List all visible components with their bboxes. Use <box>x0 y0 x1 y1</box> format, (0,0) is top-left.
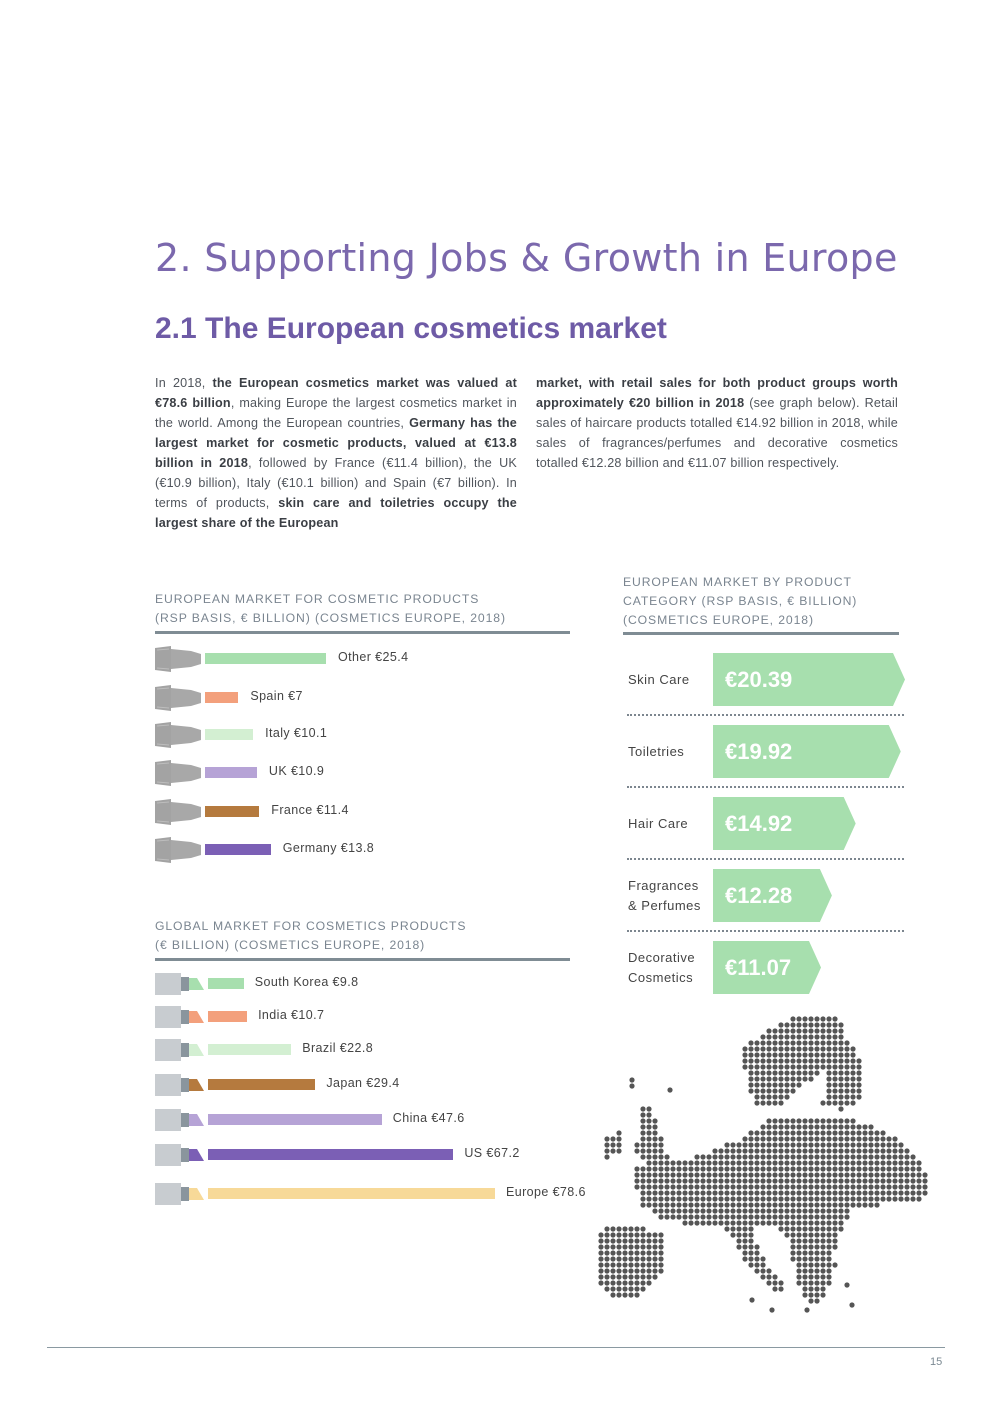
row-divider <box>627 786 904 788</box>
bar <box>208 978 244 989</box>
chart-title-line: CATEGORY (RSP BASIS, € BILLION) <box>623 594 858 608</box>
category-row <box>623 869 913 922</box>
bar-row <box>155 1039 595 1061</box>
lipstick-icon <box>155 760 203 786</box>
bar-row <box>155 646 555 672</box>
mascara-icon <box>155 1074 207 1096</box>
bar-row <box>155 685 555 711</box>
bar-row <box>155 1144 595 1166</box>
chart-title-line: EUROPEAN MARKET BY PRODUCT <box>623 575 852 589</box>
lipstick-icon <box>155 685 203 711</box>
bar <box>205 692 238 703</box>
bar-label: Germany €13.8 <box>282 841 375 855</box>
lipstick-icon <box>155 837 203 863</box>
chart-title-line: EUROPEAN MARKET FOR COSMETIC PRODUCTS <box>155 592 480 606</box>
mascara-icon <box>155 1039 207 1061</box>
bar-label: Brazil €22.8 <box>302 1041 374 1055</box>
category-label <box>628 869 716 922</box>
bar <box>205 767 257 778</box>
bar-label: Japan €29.4 <box>326 1076 400 1090</box>
bar <box>205 729 253 740</box>
lipstick-icon <box>155 646 203 672</box>
bar <box>205 806 259 817</box>
bar-label: France €11.4 <box>271 803 349 817</box>
chart-title <box>623 573 913 630</box>
bar <box>208 1079 315 1090</box>
chart-title-line: (RSP BASIS, € BILLION) (COSMETICS EUROPE, 2018) <box>155 611 506 625</box>
body-text-run: , followed by France (€11.4 billion), the UK (€10.9 billion), Italy (€10.1 billion) and Spain (€7 billion). In terms of products, <box>155 456 518 510</box>
bar <box>205 844 271 855</box>
row-divider <box>627 714 904 716</box>
value-label: €19.92 <box>725 739 793 764</box>
category-label-line: Decorative <box>628 949 696 965</box>
category-label-line: Fragrances <box>628 877 699 893</box>
category-label-line: Hair Care <box>628 815 689 831</box>
row-divider <box>627 930 904 932</box>
bar-row <box>155 722 555 748</box>
value-label: €14.92 <box>725 811 793 836</box>
european-market-chart <box>155 590 570 880</box>
bar-row <box>155 760 555 786</box>
bar-label: US €67.2 <box>464 1146 520 1160</box>
category-row <box>623 725 913 778</box>
chart-rule <box>623 632 899 635</box>
section-heading: 2.1 The European cosmetics market <box>155 312 667 345</box>
bar-label: Italy €10.1 <box>265 726 328 740</box>
bar-label: Other €25.4 <box>338 650 409 664</box>
chart-title <box>155 590 570 628</box>
bar-label: Europe €78.6 <box>506 1185 586 1199</box>
bar-row <box>155 1006 595 1028</box>
bar-label: South Korea €9.8 <box>254 975 359 989</box>
bar <box>208 1044 291 1055</box>
category-label-line: Skin Care <box>628 671 690 687</box>
bar-row <box>155 837 555 863</box>
bar-label: Spain €7 <box>250 689 303 703</box>
bar-label: China €47.6 <box>392 1111 465 1125</box>
category-label-line: & Perfumes <box>628 897 701 913</box>
value-label: €12.28 <box>725 883 793 908</box>
body-text-run: market, with retail sales for both product groups worth approximately €20 billion in 2018 <box>536 376 898 410</box>
body-column-right <box>536 373 898 473</box>
bar-row <box>155 1183 595 1205</box>
chart-rule <box>155 631 570 634</box>
chart-title <box>155 917 595 955</box>
page-number: 15 <box>930 1356 943 1368</box>
chart-title-line: (COSMETICS EUROPE, 2018) <box>623 613 814 627</box>
chart-rule <box>155 958 570 961</box>
page-heading: 2. Supporting Jobs & Growth in Europe <box>155 236 898 280</box>
body-column-left <box>155 373 517 533</box>
bar <box>208 1114 382 1125</box>
bar <box>208 1011 247 1022</box>
mascara-icon <box>155 1109 207 1131</box>
body-text-run: (see graph below). Retail sales of haircare products totalled €14.92 billion in 2018, while sales of fragrances/perfumes and decorative cosmetics totalled €12.28 billion and €11.07 billion respectively. <box>536 396 899 470</box>
category-label <box>628 653 716 706</box>
bar-row <box>155 973 595 995</box>
product-category-chart <box>623 573 913 1003</box>
body-text-run: , making Europe the largest cosmetics market in the world. Among the European countries, <box>155 396 517 430</box>
body-text-run: Germany has the largest market for cosmetic products, valued at €13.8 billion in 2018 <box>155 416 517 470</box>
category-row <box>623 941 913 994</box>
value-label: €20.39 <box>725 667 793 692</box>
chart-title-line: GLOBAL MARKET FOR COSMETICS PRODUCTS <box>155 919 467 933</box>
category-label <box>628 797 716 850</box>
bar-row <box>155 1109 595 1131</box>
chart-title-line: (€ BILLION) (COSMETICS EUROPE, 2018) <box>155 938 426 952</box>
body-text-run: the European cosmetics market was valued at €78.6 billion <box>155 376 517 410</box>
mascara-icon <box>155 1183 207 1205</box>
bar <box>208 1188 495 1199</box>
bar-label: UK €10.9 <box>268 764 325 778</box>
lipstick-icon <box>155 722 203 748</box>
value-label: €11.07 <box>725 955 792 980</box>
category-label <box>628 941 716 994</box>
mascara-icon <box>155 1006 207 1028</box>
row-divider <box>627 858 904 860</box>
bar <box>208 1149 453 1160</box>
category-label <box>628 725 716 778</box>
category-row <box>623 653 913 706</box>
bar-row <box>155 1074 595 1096</box>
global-market-chart <box>155 917 595 1217</box>
europe-dot-map <box>592 1010 937 1315</box>
footer-rule <box>47 1347 945 1348</box>
category-label-line: Toiletries <box>628 743 685 759</box>
category-row <box>623 797 913 850</box>
lipstick-icon <box>155 799 203 825</box>
body-text-run: In 2018, <box>155 376 213 390</box>
bar <box>205 653 326 664</box>
category-label-line: Cosmetics <box>628 969 694 985</box>
mascara-icon <box>155 1144 207 1166</box>
mascara-icon <box>155 973 207 995</box>
bar-row <box>155 799 555 825</box>
body-text-run: skin care and toiletries occupy the largest share of the European <box>155 496 517 530</box>
bar-label: India €10.7 <box>258 1008 325 1022</box>
